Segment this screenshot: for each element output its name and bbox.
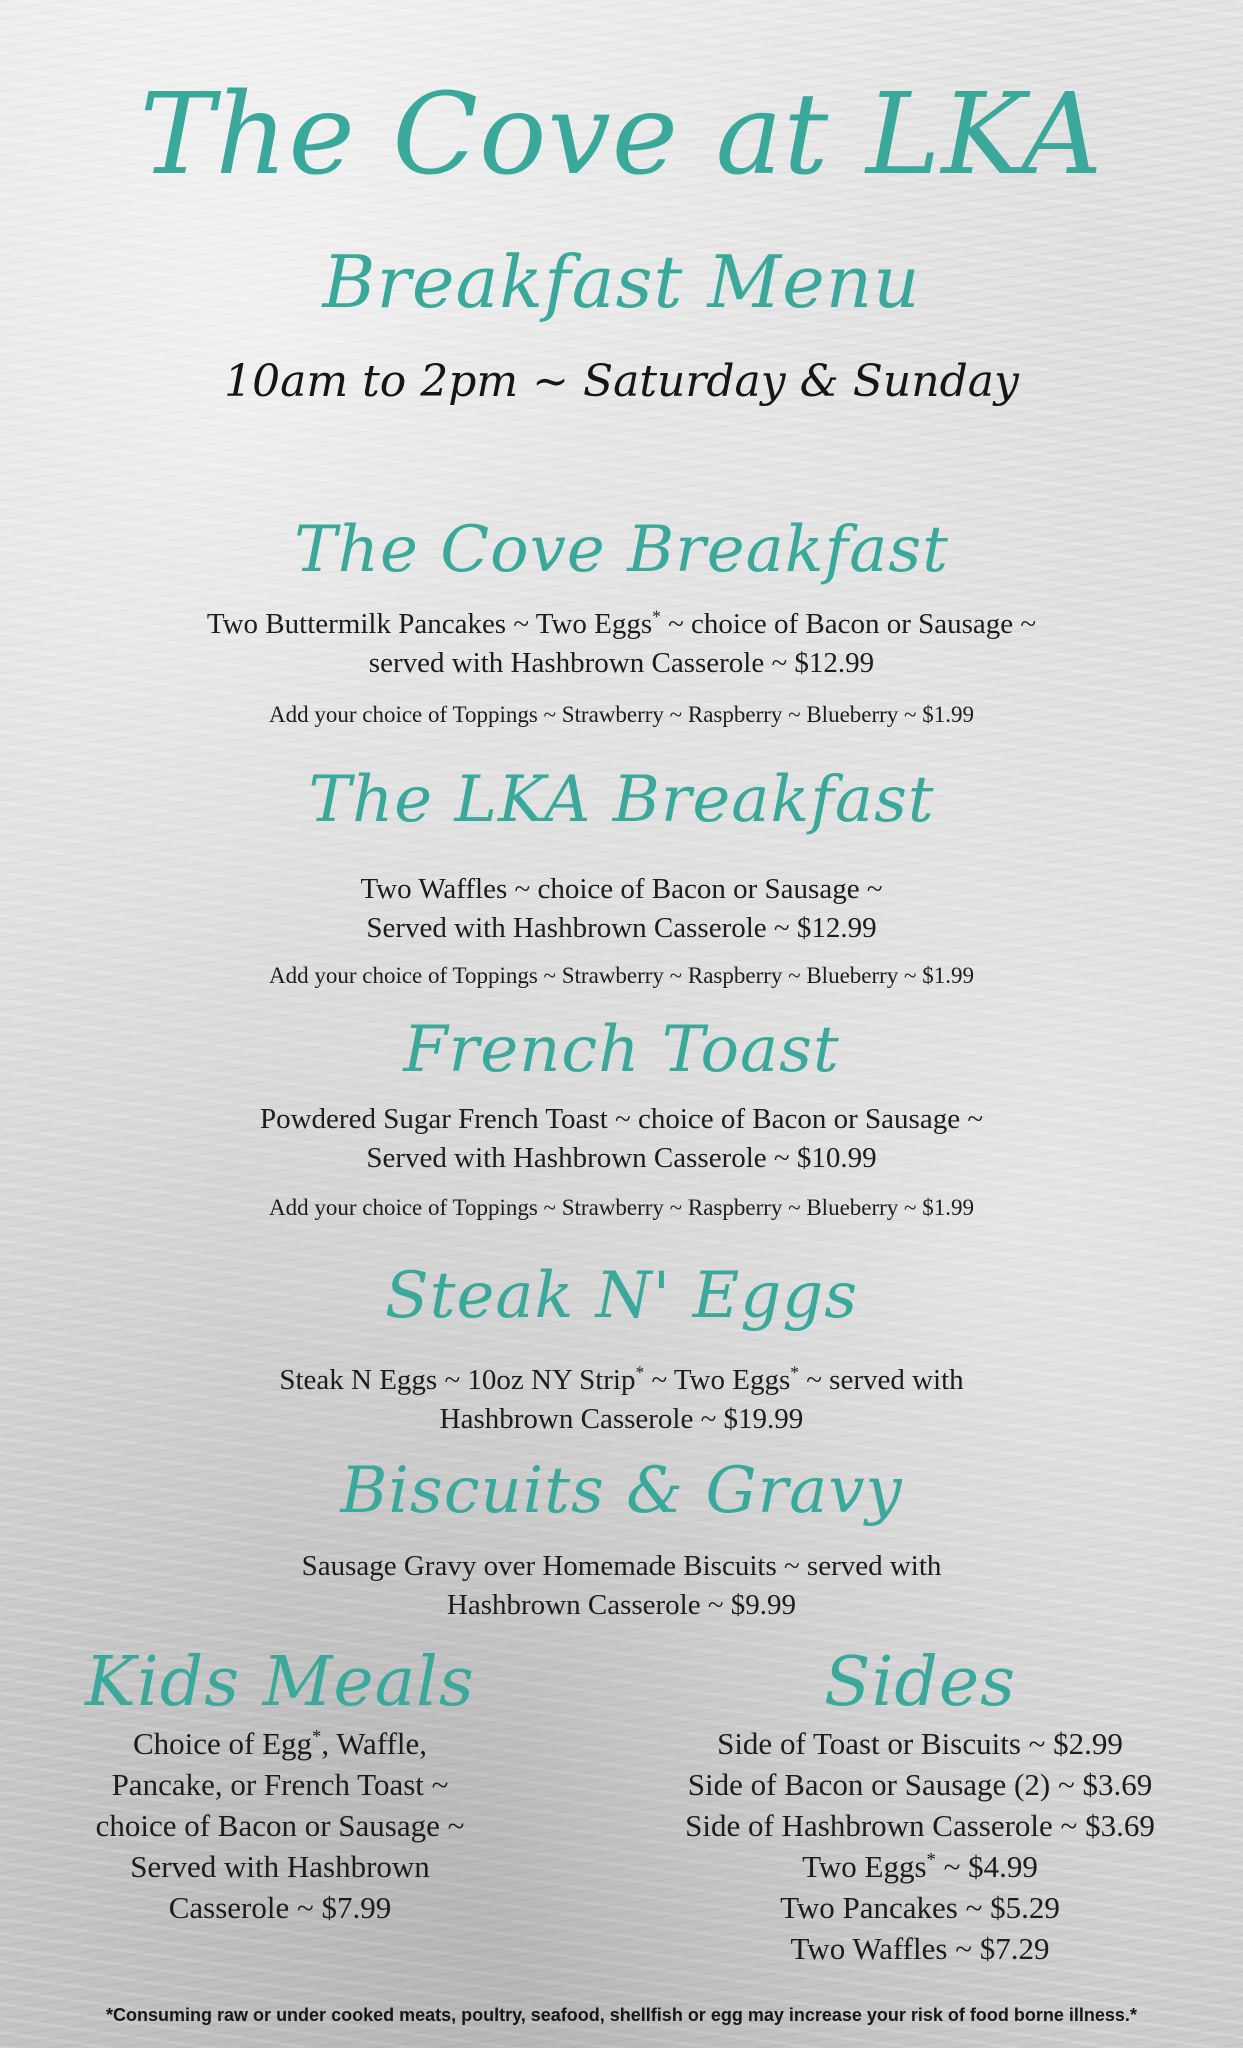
item-text: Two Eggs — [802, 1849, 927, 1884]
side-item: Two Waffles ~ $7.29 — [790, 1931, 1050, 1966]
menu-title: The Cove at LKA — [139, 70, 1104, 200]
sides-list — [630, 1723, 1210, 1969]
kids-line: Casserole ~ $7.99 — [168, 1890, 392, 1925]
section-heading: French Toast — [403, 1013, 840, 1087]
section-heading: Steak N' Eggs — [384, 1259, 859, 1333]
item-price-line: Hashbrown Casserole ~ $19.99 — [439, 1403, 804, 1435]
side-item: Side of Toast or Biscuits ~ $2.99 — [717, 1726, 1123, 1761]
item-text: ~ Two Eggs — [644, 1364, 791, 1396]
item-text: ~ choice of Bacon or Sausage ~ — [660, 608, 1037, 640]
item-description-line: Sausage Gravy over Homemade Biscuits ~ served with — [301, 1550, 942, 1582]
toppings-line: Add your choice of Toppings ~ Strawberry ~ Raspberry ~ Blueberry ~ $1.99 — [268, 1195, 974, 1220]
item-price-line: served with Hashbrown Casserole ~ $12.99 — [368, 647, 875, 679]
allergen-asterisk: * — [926, 1849, 936, 1871]
item-price-line: Served with Hashbrown Casserole ~ $12.99 — [366, 912, 877, 944]
item-text: ~ $4.99 — [935, 1849, 1038, 1884]
side-item: Two Pancakes ~ $5.29 — [780, 1890, 1060, 1925]
serving-hours: 10am to 2pm ~ Saturday & Sunday — [224, 356, 1019, 407]
item-text: , Waffle, — [321, 1726, 428, 1761]
allergen-asterisk: * — [652, 606, 661, 627]
kids-meals-section — [60, 1643, 500, 1928]
toppings-line: Add your choice of Toppings ~ Strawberry ~ Raspberry ~ Blueberry ~ $1.99 — [268, 963, 974, 988]
sides-section — [630, 1643, 1210, 1969]
kids-meal-description — [60, 1723, 500, 1928]
allergen-asterisk: * — [790, 1362, 799, 1383]
section-heading: Kids Meals — [85, 1643, 475, 1722]
side-item — [630, 1846, 1210, 1887]
item-price-line: Served with Hashbrown Casserole ~ $10.99 — [366, 1142, 877, 1174]
kids-line: Pancake, or French Toast ~ — [111, 1767, 449, 1802]
side-item: Side of Bacon or Sausage (2) ~ $3.69 — [687, 1767, 1153, 1802]
kids-line: choice of Bacon or Sausage ~ — [95, 1808, 465, 1843]
item-text: Steak N Eggs ~ 10oz NY Strip — [279, 1364, 636, 1396]
section-heading: The LKA Breakfast — [308, 763, 935, 837]
item-description-line — [0, 605, 1243, 643]
menu-subtitle: Breakfast Menu — [322, 240, 921, 324]
allergen-asterisk: * — [635, 1362, 645, 1383]
side-item: Side of Hashbrown Casserole ~ $3.69 — [685, 1808, 1155, 1843]
allergen-asterisk: * — [312, 1726, 322, 1748]
item-description-line: Powdered Sugar French Toast ~ choice of Bacon or Sausage ~ — [259, 1103, 984, 1135]
toppings-line: Add your choice of Toppings ~ Strawberry ~ Raspberry ~ Blueberry ~ $1.99 — [268, 702, 974, 727]
item-description-line: Two Waffles ~ choice of Bacon or Sausage ~ — [360, 873, 883, 905]
section-heading: Biscuits & Gravy — [340, 1454, 903, 1528]
item-description-line — [0, 1361, 1243, 1399]
kids-line: Served with Hashbrown — [130, 1849, 430, 1884]
item-text: Two Buttermilk Pancakes ~ Two Eggs — [206, 608, 653, 640]
section-heading: The Cove Breakfast — [294, 513, 949, 587]
item-text: ~ served with — [798, 1364, 964, 1396]
food-safety-disclaimer: *Consuming raw or under cooked meats, poultry, seafood, shellfish or egg may increase your risk of food borne illness.* — [106, 2005, 1137, 2025]
item-text: Choice of Egg — [132, 1726, 313, 1761]
section-heading: Sides — [824, 1643, 1016, 1722]
item-price-line: Hashbrown Casserole ~ $9.99 — [446, 1589, 797, 1621]
kids-line — [60, 1723, 500, 1764]
